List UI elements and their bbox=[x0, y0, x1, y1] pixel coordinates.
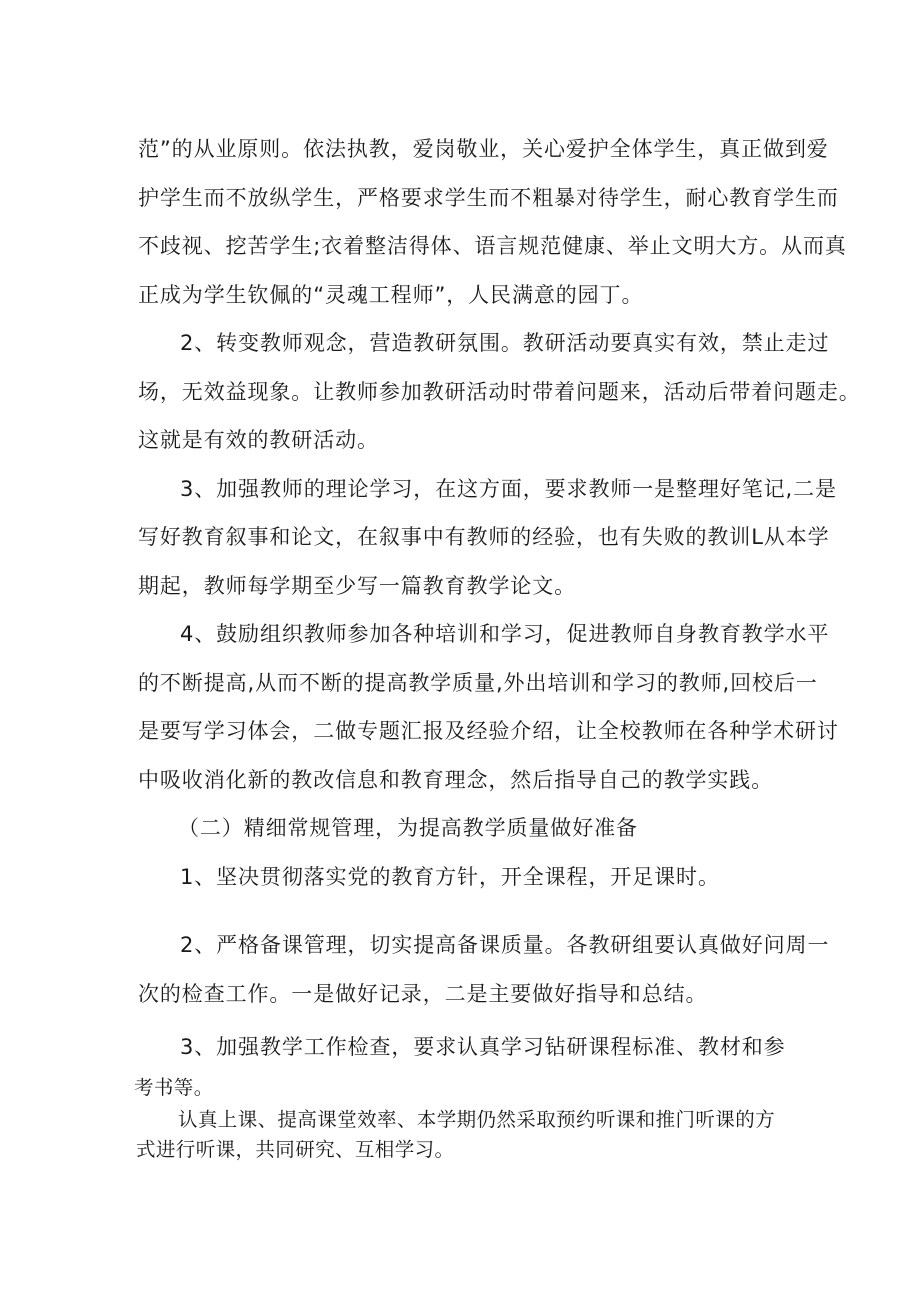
paragraph-2-line-3: 这就是有效的教研活动。 bbox=[138, 428, 379, 452]
closing-line-2: 式进行听课，共同研究、互相学习。 bbox=[136, 1138, 455, 1161]
paragraph-2-line-2: 场，无效益现象。让教师参加教研活动时带着问题来，活动后带着问题走。 bbox=[138, 380, 861, 404]
paragraph-2-line-1: 2、转变教师观念，营造教研氛围。教研活动要真实有效，禁止走过 bbox=[180, 331, 830, 355]
item-1-line: 1、坚决贯彻落实党的教育方针，开全课程，开足课时。 bbox=[180, 865, 720, 889]
paragraph-4-line-3: 是要写学习体会，二做专题汇报及经验介绍，让全校教师在各种学术研讨 bbox=[138, 719, 839, 743]
item-2-line-1: 2、严格备课管理，切实提高备课质量。各教研组要认真做好问周一 bbox=[180, 933, 830, 957]
closing-line-1: 认真上课、提高课堂效率、本学期仍然采取预约听课和推门听课的方 bbox=[178, 1108, 776, 1131]
section-heading: （二）精细常规管理，为提高教学质量做好准备 bbox=[178, 816, 638, 840]
text-line-1: 范”的从业原则。依法执教，爱岗敬业，关心爱护全体学生，真正做到爱 bbox=[138, 137, 829, 161]
paragraph-3-line-1: 3、加强教师的理论学习，在这方面，要求教师一是整理好笔记,二是 bbox=[180, 477, 837, 501]
item-3-line-1: 3、加强教学工作检查，要求认真学习钻研课程标准、教材和参 bbox=[180, 1035, 786, 1059]
paragraph-4-line-2: 的不断提高,从而不断的提高教学质量,外出培训和学习的教师,回校后一 bbox=[138, 671, 818, 695]
item-3-line-2: 考书等。 bbox=[134, 1076, 214, 1099]
text-line-4: 正成为学生钦佩的“灵魂工程师”，人民满意的园丁。 bbox=[138, 283, 644, 307]
paragraph-3-line-2: 写好教育叙事和论文，在叙事中有教师的经验，也有失败的教训L从本学 bbox=[138, 525, 830, 549]
paragraph-4-line-4: 中吸收消化新的教改信息和教育理念，然后指导自己的教学实践。 bbox=[138, 768, 774, 792]
text-line-2: 护学生而不放纵学生，严格要求学生而不粗暴对待学生，耐心教育学生而 bbox=[138, 186, 839, 210]
item-2-line-2: 次的检查工作。一是做好记录，二是主要做好指导和总结。 bbox=[138, 982, 708, 1006]
paragraph-4-line-1: 4、鼓励组织教师参加各种培训和学习，促进教师自身教育教学水平 bbox=[180, 622, 830, 646]
paragraph-3-line-3: 期起，教师每学期至少写一篇教育教学论文。 bbox=[138, 574, 576, 598]
text-line-3: 不歧视、挖苦学生;衣着整洁得体、语言规范健康、举止文明大方。从而真 bbox=[138, 234, 847, 258]
